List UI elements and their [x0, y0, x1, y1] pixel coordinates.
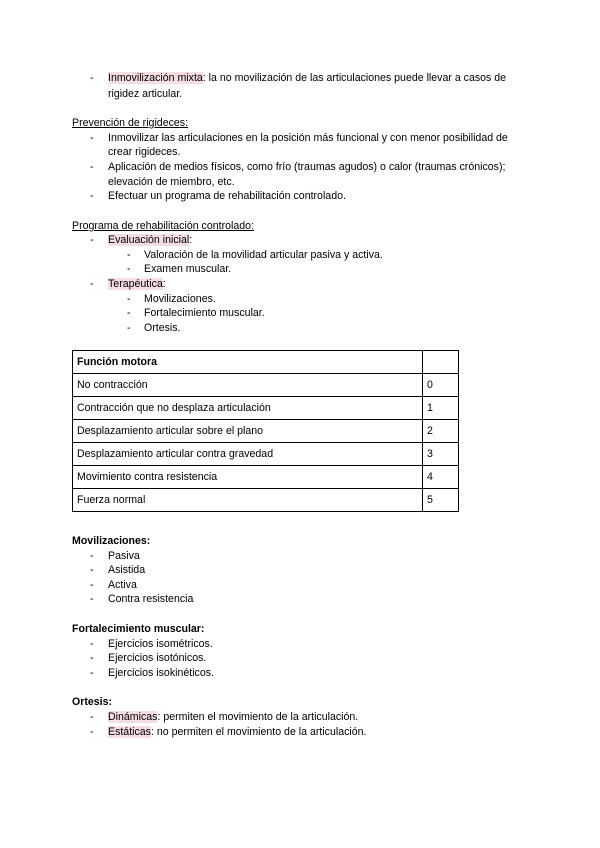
table-header-row [73, 351, 459, 374]
table-cell-value: 5 [423, 489, 459, 512]
list-dash: - [90, 190, 94, 202]
list-item: Ejercicios isométricos. [108, 638, 213, 650]
table-cell-label: No contracción [73, 374, 423, 397]
list-item: Evaluación inicial: [108, 234, 193, 246]
table-row [73, 397, 459, 420]
highlighted-term: Estáticas [108, 726, 151, 738]
section-heading: Programa de rehabilitación controlado: [72, 220, 254, 232]
list-dash: - [90, 711, 94, 723]
list-dash: - [127, 307, 131, 319]
list-item [108, 711, 358, 724]
list-dash: - [90, 564, 94, 576]
item-text: : no permiten el movimiento de la articulación. [150, 726, 367, 738]
list-dash: - [90, 726, 94, 738]
section-heading: Movilizaciones: [72, 535, 151, 547]
motor-function-table [72, 350, 459, 512]
list-dash: - [90, 652, 94, 664]
table-cell-value: 2 [423, 420, 459, 443]
table-header: Función motora [73, 351, 423, 374]
table-row [73, 374, 459, 397]
list-dash: - [127, 322, 131, 334]
item-continuation: crear rigideces. [108, 146, 181, 158]
sub-list-item: Movilizaciones. [144, 293, 216, 305]
list-item: Terapéutica: [108, 278, 166, 290]
item-text: : permiten el movimiento de la articulación. [157, 711, 359, 723]
list-item [108, 726, 367, 739]
highlighted-term: Terapéutica [108, 278, 163, 290]
highlighted-term: Evaluación inicial [108, 234, 190, 246]
list-dash: - [90, 667, 94, 679]
item-continuation: elevación de miembro, etc. [108, 176, 235, 188]
sub-list-item: Ortesis. [144, 322, 181, 334]
list-item: Ejercicios isokinéticos. [108, 667, 214, 679]
section-heading: Prevención de rigideces: [72, 117, 189, 129]
section-heading: Ortesis: [72, 696, 113, 708]
list-item: Aplicación de medios físicos, como frío (traumas agudos) o calor (traumas crónicos); [108, 161, 506, 173]
list-dash: - [90, 72, 94, 84]
list-item: Inmovilizar las articulaciones en la posición más funcional y con menor posibilidad de [108, 132, 508, 144]
list-item: Activa [108, 579, 137, 591]
table-cell-value: 1 [423, 397, 459, 420]
table-cell-value: 3 [423, 443, 459, 466]
list-item: Efectuar un programa de rehabilitación controlado. [108, 190, 346, 202]
table-cell-label: Movimiento contra resistencia [73, 466, 423, 489]
list-item: Ejercicios isotónicos. [108, 652, 207, 664]
table-row [73, 443, 459, 466]
item-text: : la no movilización de las articulaciones puede llevar a casos de [202, 72, 507, 84]
list-dash: - [90, 234, 94, 246]
table-cell-label: Fuerza normal [73, 489, 423, 512]
item-continuation: rigidez articular. [108, 88, 183, 100]
sub-list-item: Valoración de la movilidad articular pasiva y activa. [144, 249, 383, 261]
sub-list-item: Fortalecimiento muscular. [144, 307, 265, 319]
list-dash: - [90, 550, 94, 562]
table-cell-value: 4 [423, 466, 459, 489]
list-dash: - [90, 638, 94, 650]
section-heading: Fortalecimiento muscular: [72, 623, 205, 635]
list-dash: - [127, 293, 131, 305]
list-item: Asistida [108, 564, 146, 576]
list-item: Contra resistencia [108, 593, 194, 605]
table-row [73, 466, 459, 489]
sub-list-item: Examen muscular. [144, 263, 232, 275]
table-cell-label: Desplazamiento articular contra gravedad [73, 443, 423, 466]
highlighted-term: Inmovilización mixta [108, 72, 203, 84]
table-header-empty [423, 351, 459, 374]
highlighted-term: Dinámicas [108, 711, 158, 723]
table-cell-label: Contracción que no desplaza articulación [73, 397, 423, 420]
list-dash: - [127, 249, 131, 261]
list-dash: - [127, 263, 131, 275]
table-row [73, 420, 459, 443]
list-dash: - [90, 161, 94, 173]
list-item [108, 72, 506, 85]
table-row [73, 489, 459, 512]
list-dash: - [90, 278, 94, 290]
table-cell-value: 0 [423, 374, 459, 397]
list-dash: - [90, 593, 94, 605]
table-cell-label: Desplazamiento articular sobre el plano [73, 420, 423, 443]
list-item: Pasiva [108, 550, 140, 562]
list-dash: - [90, 132, 94, 144]
list-dash: - [90, 579, 94, 591]
